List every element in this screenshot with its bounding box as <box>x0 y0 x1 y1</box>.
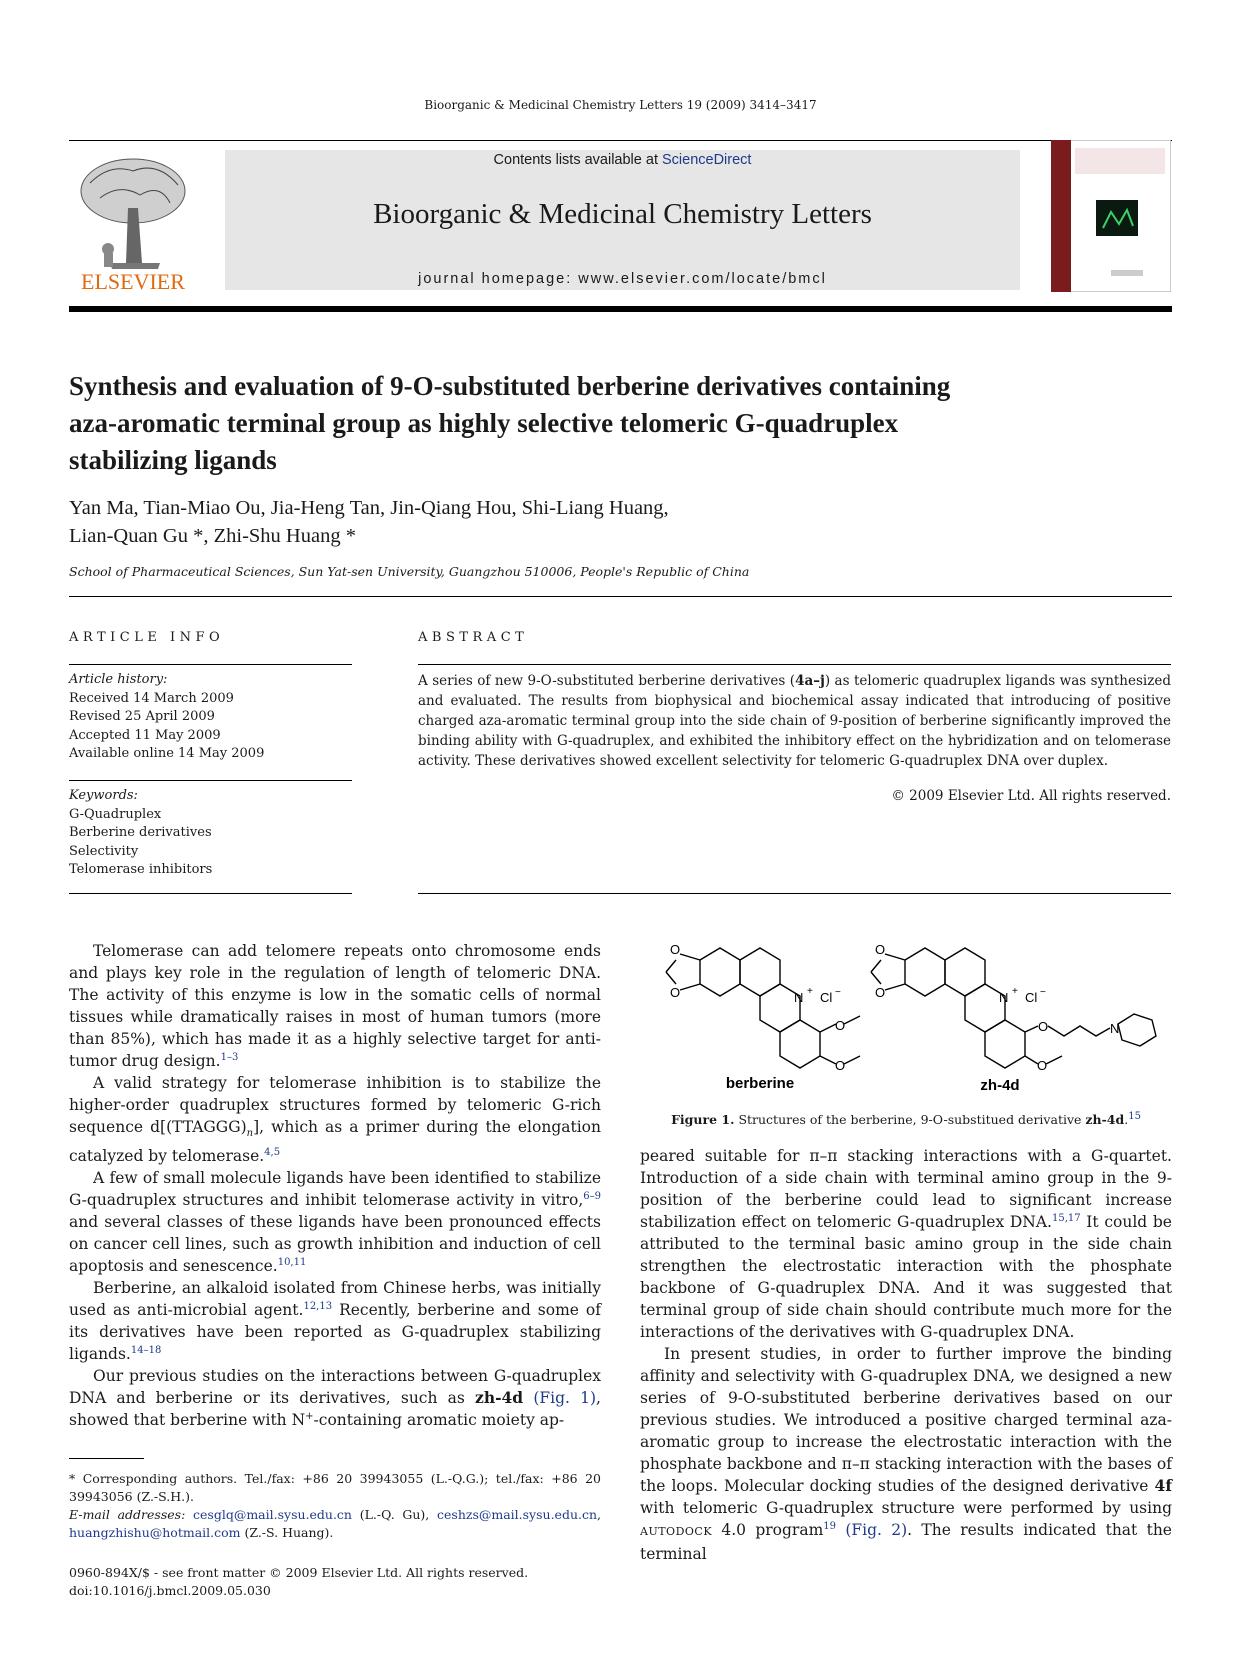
header-top-rule <box>69 140 1172 141</box>
compound-name: zh-4d <box>475 1388 524 1408</box>
email-link[interactable]: ceshzs@mail.sysu.edu.cn <box>437 1507 598 1522</box>
text: and several classes of these ligands have been pronounced effects on cancer cell lines, such as growth inhibition and induction of cell apoptosis and senescence. <box>69 1213 601 1276</box>
figure-1-structures <box>640 940 1172 1105</box>
article-history <box>69 671 352 764</box>
left-column-body <box>69 940 601 1431</box>
superscript: + <box>305 1410 314 1422</box>
author-list <box>69 494 1172 550</box>
keyword: Berberine derivatives <box>69 825 212 840</box>
citation-ref[interactable]: 15 <box>1128 1110 1141 1122</box>
journal-homepage[interactable]: journal homepage: www.elsevier.com/locate/bmcl <box>418 271 827 287</box>
issn-line: 0960-894X/$ - see front matter © 2009 Elsevier Ltd. All rights reserved. <box>69 1565 529 1580</box>
abstract-rule <box>418 664 1171 665</box>
berberine-ring-b <box>740 948 780 996</box>
text: . The results indicated that the terminal <box>640 1521 1172 1563</box>
contents-line <box>225 152 1020 168</box>
title-line: stabilizing ligands <box>69 445 277 475</box>
text: peared suitable for π–π stacking interactions with a G-quartet. Introduction of a side chain with terminal amino group in the 9-position of the berberine could lead to significant increase stabilization effect on telomeric G-quadruplex DNA. <box>640 1147 1172 1231</box>
info-bottom-rule <box>69 893 352 894</box>
article-title <box>69 368 1172 479</box>
subscript: n <box>246 1128 254 1140</box>
caption-compound: zh-4d <box>1085 1112 1125 1127</box>
caption-label: Figure 1. <box>671 1112 735 1127</box>
text: -containing aromatic moiety ap- <box>313 1411 565 1430</box>
paragraph <box>640 1145 1172 1343</box>
corresponding-authors: * Corresponding authors. Tel./fax: +86 20 39943055 (L.-Q.G.); tel./fax: +86 20 39943056 (Z.-S.H.). <box>69 1471 601 1504</box>
figure-1-caption <box>640 1112 1172 1127</box>
caption-text: Structures of the berberine, 9-O-substitued derivative <box>734 1112 1086 1127</box>
figure-link[interactable]: (Fig. 1) <box>533 1389 597 1408</box>
abstract-copyright: © 2009 Elsevier Ltd. All rights reserved. <box>891 788 1171 804</box>
paragraph <box>640 1343 1172 1565</box>
text: Recently, berberine and some of its derivatives have been reported as G-quadruplex stabilizing ligands. <box>69 1301 601 1364</box>
berberine-ring-a <box>700 948 740 996</box>
charge-label: + <box>1012 986 1018 997</box>
header-bottom-rule <box>69 306 1172 312</box>
keywords-rule <box>69 780 352 781</box>
berberine-ring-d <box>780 1020 820 1068</box>
keyword: Selectivity <box>69 843 139 859</box>
citation-ref[interactable]: 10,11 <box>277 1256 307 1268</box>
structure-label-berberine: berberine <box>725 1075 795 1092</box>
elsevier-wordmark: ELSEVIER <box>81 269 185 293</box>
zh4d-ring-a <box>905 948 945 996</box>
atom-label: N <box>999 990 1009 1005</box>
citation-ref[interactable]: 6–9 <box>583 1190 601 1202</box>
keyword: Telomerase inhibitors <box>69 862 213 877</box>
email-link[interactable]: cesglq@mail.sysu.edu.cn <box>193 1507 352 1522</box>
atom-label: O <box>835 1018 846 1033</box>
keywords-block <box>69 787 352 880</box>
text: A valid strategy for telomerase inhibition is to stabilize the higher-order quadruplex structures formed by telomeric G-rich sequence d[(TTAGGG) <box>69 1074 601 1136</box>
history-item: Received 14 March 2009 <box>69 690 234 706</box>
right-column-body <box>640 1145 1172 1565</box>
text: Berberine, an alkaloid isolated from Chinese herbs, was initially used as anti-microbial agent. <box>69 1279 601 1320</box>
article-info-rule <box>69 664 352 665</box>
charge-label: − <box>835 987 841 998</box>
paragraph <box>69 1167 601 1277</box>
citation-ref[interactable]: 4,5 <box>264 1146 281 1158</box>
piperidine-ring <box>1118 1014 1156 1046</box>
atom-label: O <box>875 942 886 957</box>
abstract-compounds: 4a–j <box>795 673 825 689</box>
caption-text: . <box>1124 1112 1129 1127</box>
atom-label: O <box>670 942 681 957</box>
affiliation: School of Pharmaceutical Sciences, Sun Yat-sen University, Guangzhou 510006, People's Republic of China <box>69 564 750 579</box>
history-item: Available online 14 May 2009 <box>69 746 265 761</box>
atom-label: O <box>670 985 681 1000</box>
atom-label: Cl <box>1025 990 1038 1005</box>
abstract-heading: ABSTRACT <box>418 630 529 645</box>
authors-line: Yan Ma, Tian-Miao Ou, Jia-Heng Tan, Jin-Qiang Hou, Shi-Liang Huang, <box>69 497 669 519</box>
figure-link[interactable]: (Fig. 2) <box>836 1521 908 1539</box>
text: 4.0 program <box>712 1521 824 1539</box>
journal-citation: Bioorganic & Medicinal Chemistry Letters 19 (2009) 3414–3417 <box>424 98 817 112</box>
atom-label: O <box>1037 1058 1048 1073</box>
zh4d-ring-b <box>945 948 985 996</box>
text: ], which as a primer during the elongation catalyzed by telomerase. <box>69 1118 601 1166</box>
history-item: Accepted 11 May 2009 <box>69 727 221 743</box>
sciencedirect-link[interactable]: ScienceDirect <box>662 152 752 168</box>
atom-label: N <box>794 990 804 1005</box>
citation-ref[interactable]: 12,13 <box>303 1300 333 1312</box>
journal-cover-thumbnail <box>1051 140 1171 292</box>
keywords-label: Keywords: <box>69 788 138 803</box>
text: , <box>597 1507 602 1522</box>
contents-prefix: Contents lists available at <box>493 152 662 168</box>
structure-label-zh4d: zh-4d <box>980 1077 1020 1094</box>
abstract-part: ) as telomeric quadruplex ligands was synthesized and evaluated. The results from biophysical and biochemical assay indicated that introducing of positive charged aza-aromatic terminal group into the side chain of 9-position of berberine significantly improved the binding ability with G-quadruplex, and exhibited the inhibitory effect on the hybridization and on telomerase activity. These derivatives showed excellent selectivity for telomeric G-quadruplex DNA over duplex. <box>418 673 1171 769</box>
software-name: AUTODOCK <box>640 1525 713 1538</box>
email-label: E-mail addresses: <box>69 1507 193 1522</box>
paragraph <box>69 940 601 1072</box>
history-label: Article history: <box>69 672 168 687</box>
text: Telomerase can add telomere repeats onto chromosome ends and plays key role in the regulation of length of telomeric DNA. The activity of this enzyme is low in the somatic cells of normal tissues while dramatically raises in most of human tumors (more than 85%), which has made it as a highly selective target for anti-tumor drug design. <box>69 942 601 1070</box>
footnote-rule <box>69 1458 144 1459</box>
text: with telomeric G-quadruplex structure were performed by using <box>640 1499 1172 1517</box>
charge-label: − <box>1040 987 1046 998</box>
keyword: G-Quadruplex <box>69 806 162 822</box>
elsevier-tree-logo <box>70 153 196 293</box>
text: (L.-Q. Gu), <box>351 1507 437 1522</box>
compound-name: 4f <box>1154 1476 1172 1495</box>
text: It could be attributed to the terminal basic amino group in the side chain strengthen the electrostatic interaction with the phosphate backbone of G-quadruplex DNA. And it was suggested that terminal group of side chain should contribute much more for the interactions of the derivatives with G-quadruplex DNA. <box>640 1213 1172 1341</box>
text: Our previous studies on the interactions between G-quadruplex DNA and berberine or its derivatives, such as <box>69 1367 601 1408</box>
history-item: Revised 25 April 2009 <box>69 709 215 724</box>
email-addresses <box>69 1506 601 1542</box>
atom-label: O <box>1038 1019 1049 1034</box>
affiliation-rule <box>69 596 1172 597</box>
journal-name: Bioorganic & Medicinal Chemistry Letters <box>373 198 872 230</box>
citation-ref[interactable]: 14–18 <box>130 1344 162 1356</box>
abstract-text <box>418 671 1171 771</box>
article-info-heading: ARTICLE INFO <box>69 630 225 645</box>
text: A few of small molecule ligands have been identified to stabilize G-quadruplex structures and inhibit telomerase activity in vitro, <box>69 1169 601 1210</box>
abstract-part: A series of new 9-O-substituted berberine derivatives ( <box>418 673 796 689</box>
title-line: aza-aromatic terminal group as highly selective telomeric G-quadruplex <box>69 408 899 438</box>
text: , showed that berberine with N <box>69 1389 601 1430</box>
paragraph <box>69 1072 601 1167</box>
atom-label: O <box>835 1058 846 1073</box>
atom-label: O <box>875 985 886 1000</box>
paragraph <box>69 1365 601 1431</box>
paragraph <box>69 1277 601 1365</box>
email-link[interactable]: huangzhishu@hotmail.com <box>69 1525 241 1540</box>
corresponding-footnote <box>69 1470 601 1542</box>
atom-label: N <box>1110 1021 1120 1036</box>
authors-line: Lian-Quan Gu *, Zhi-Shu Huang * <box>69 525 356 547</box>
zh4d-ring-d <box>985 1020 1025 1068</box>
atom-label: Cl <box>820 990 833 1005</box>
title-line: Synthesis and evaluation of 9-O-substituted berberine derivatives containing <box>69 371 951 401</box>
charge-label: + <box>807 986 813 997</box>
citation-ref[interactable]: 19 <box>823 1520 837 1532</box>
doi-line[interactable]: doi:10.1016/j.bmcl.2009.05.030 <box>69 1583 271 1598</box>
text: In present studies, in order to further improve the binding affinity and selectivity with G-quadruplex DNA, we designed a new series of 9-O-substituted berberine derivatives based on our previous studies. We introduced a positive charged terminal aza-aromatic group to increase the electrostatic interaction with the phosphate backbone and π–π stacking interaction with the bases of the loops. Molecular docking studies of the designed derivative <box>640 1345 1172 1495</box>
text: (Z.-S. Huang). <box>240 1525 334 1540</box>
abstract-bottom-rule <box>418 893 1171 894</box>
issn-block <box>69 1564 669 1600</box>
citation-ref[interactable]: 1–3 <box>220 1051 239 1063</box>
citation-ref[interactable]: 15,17 <box>1051 1212 1081 1224</box>
